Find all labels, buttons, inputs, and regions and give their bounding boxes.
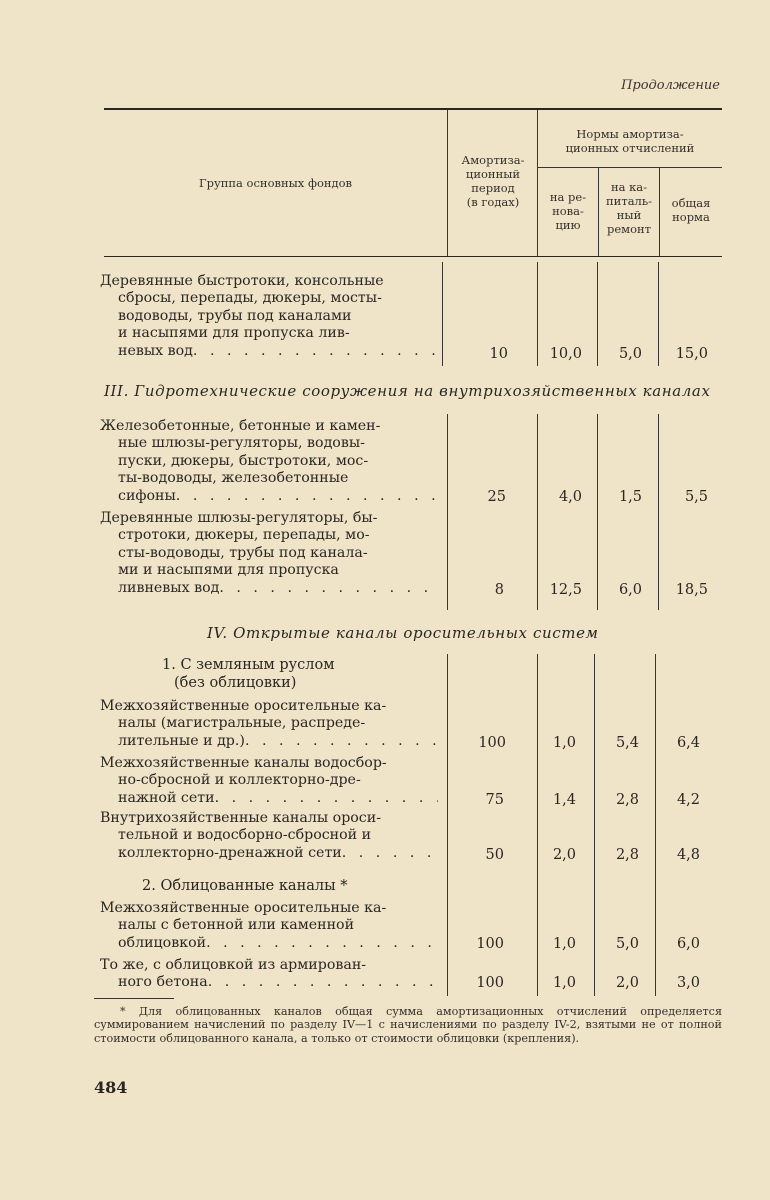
subhead-earthen: 1. С земляным руслом (без облицовки): [162, 657, 335, 691]
table-top-rule: [104, 108, 722, 110]
cell-total: 6,4: [676, 735, 700, 751]
table-row-label: Межхозяйственные каналы водосбор- но-сбросной и коллекторно-дре- нажной сети . . .: [100, 755, 438, 807]
cell-renovation: 1,0: [552, 735, 576, 751]
column-line: [537, 654, 538, 996]
cell-total: 4,2: [676, 792, 700, 808]
table-row-label: Межхозяйственные оросительные ка- налы с бетонной или каменной облицовкой . . .: [100, 900, 438, 952]
header-group: Группа основных фондов: [198, 176, 353, 190]
table-header-rule: [104, 256, 722, 257]
header-renovation: на ре- нова- цию: [549, 190, 587, 232]
column-line: [447, 654, 448, 996]
cell-capital: 2,8: [615, 847, 639, 863]
cell-period: 25: [487, 489, 506, 505]
column-line: [597, 262, 598, 366]
header-norms: Нормы амортиза- ционных отчислений: [565, 127, 695, 155]
cell-capital: 2,0: [615, 975, 639, 991]
cell-capital: 5,0: [618, 346, 642, 362]
column-line: [537, 262, 538, 366]
cell-renovation: 1,0: [552, 936, 576, 952]
cell-capital: 5,0: [615, 936, 639, 952]
cell-capital: 6,0: [618, 582, 642, 598]
column-line: [442, 262, 443, 366]
cell-total: 5,5: [684, 489, 708, 505]
cell-renovation: 1,4: [552, 792, 576, 808]
cell-period: 100: [476, 936, 504, 952]
header-norms-subrule: [537, 167, 722, 168]
section-title-iii: III. Гидротехнические сооружения на внутрихозяйственных каналах: [104, 382, 711, 400]
cell-period: 50: [485, 847, 504, 863]
cell-period: 100: [478, 735, 506, 751]
table-row-label: Деревянные быстротоки, консольные сбросы, перепады, дюкеры, мосты- водоводы, трубы под каналами и насыпями для пропуска лив- невых вод . . .: [100, 273, 438, 360]
cell-period: 100: [476, 975, 504, 991]
header-divider-capital: [598, 168, 599, 256]
cell-capital: 2,8: [615, 792, 639, 808]
column-line: [655, 654, 656, 996]
cell-capital: 5,4: [615, 735, 639, 751]
cell-capital: 1,5: [618, 489, 642, 505]
cell-period: 10: [489, 346, 508, 362]
cell-period: 75: [485, 792, 504, 808]
cell-renovation: 12,5: [549, 582, 582, 598]
header-period: Амортиза- ционный период (в годах): [461, 153, 525, 209]
section-title-iv: IV. Открытые каналы оросительных систем: [207, 624, 599, 642]
cell-total: 15,0: [675, 346, 708, 362]
cell-renovation: 1,0: [552, 975, 576, 991]
table-row-label: Внутрихозяйственные каналы ороси- тельной и водосборно-сбросной и коллекторно-дренажной сети . . .: [100, 810, 438, 862]
subhead-lined: 2. Облицованные каналы *: [142, 878, 348, 894]
table-row-label: Деревянные шлюзы-регуляторы, бы- стротоки, дюкеры, перепады, мо- сты-водоводы, трубы под канала- ми и насыпями для пропуска ливневых вод . . .: [100, 510, 438, 597]
cell-total: 4,8: [676, 847, 700, 863]
column-line: [597, 414, 598, 610]
header-total: общая норма: [671, 196, 711, 224]
header-divider-total: [659, 168, 660, 256]
cell-total: 18,5: [675, 582, 708, 598]
cell-total: 6,0: [676, 936, 700, 952]
table-row-label: Межхозяйственные оросительные ка- налы (магистральные, распреде- лительные и др.) . . .: [100, 698, 438, 750]
running-head: Продолжение: [621, 78, 720, 93]
header-capital-repair: на ка- питаль- ный ремонт: [606, 180, 652, 236]
column-line: [447, 414, 448, 610]
column-line: [594, 654, 595, 996]
table-row-label: Железобетонные, бетонные и камен- ные шлюзы-регуляторы, водовы- пуски, дюкеры, быстротоки, мос- ты-водоводы, железобетонные сифоны . . .: [100, 418, 438, 505]
footnote-rule: [94, 998, 174, 999]
column-line: [658, 414, 659, 610]
cell-renovation: 10,0: [549, 346, 582, 362]
page-number: 484: [94, 1078, 128, 1097]
column-line: [537, 414, 538, 610]
column-line: [658, 262, 659, 366]
cell-renovation: 2,0: [552, 847, 576, 863]
footnote: * Для облицованных каналов общая сумма амортизационных отчислений определяется суммированием начислений по разделу IV—1 с начислениями по разделу IV-2, взятыми не от полной стоимости облицованного канала, а только от стоимости облицовки (крепления).: [94, 1005, 722, 1045]
cell-total: 3,0: [676, 975, 700, 991]
header-divider-norms: [537, 110, 538, 256]
cell-renovation: 4,0: [558, 489, 582, 505]
header-divider-period: [447, 110, 448, 256]
table-row-label: То же, с облицовкой из армирован- ного бетона . . .: [100, 957, 438, 992]
cell-period: 8: [494, 582, 504, 598]
